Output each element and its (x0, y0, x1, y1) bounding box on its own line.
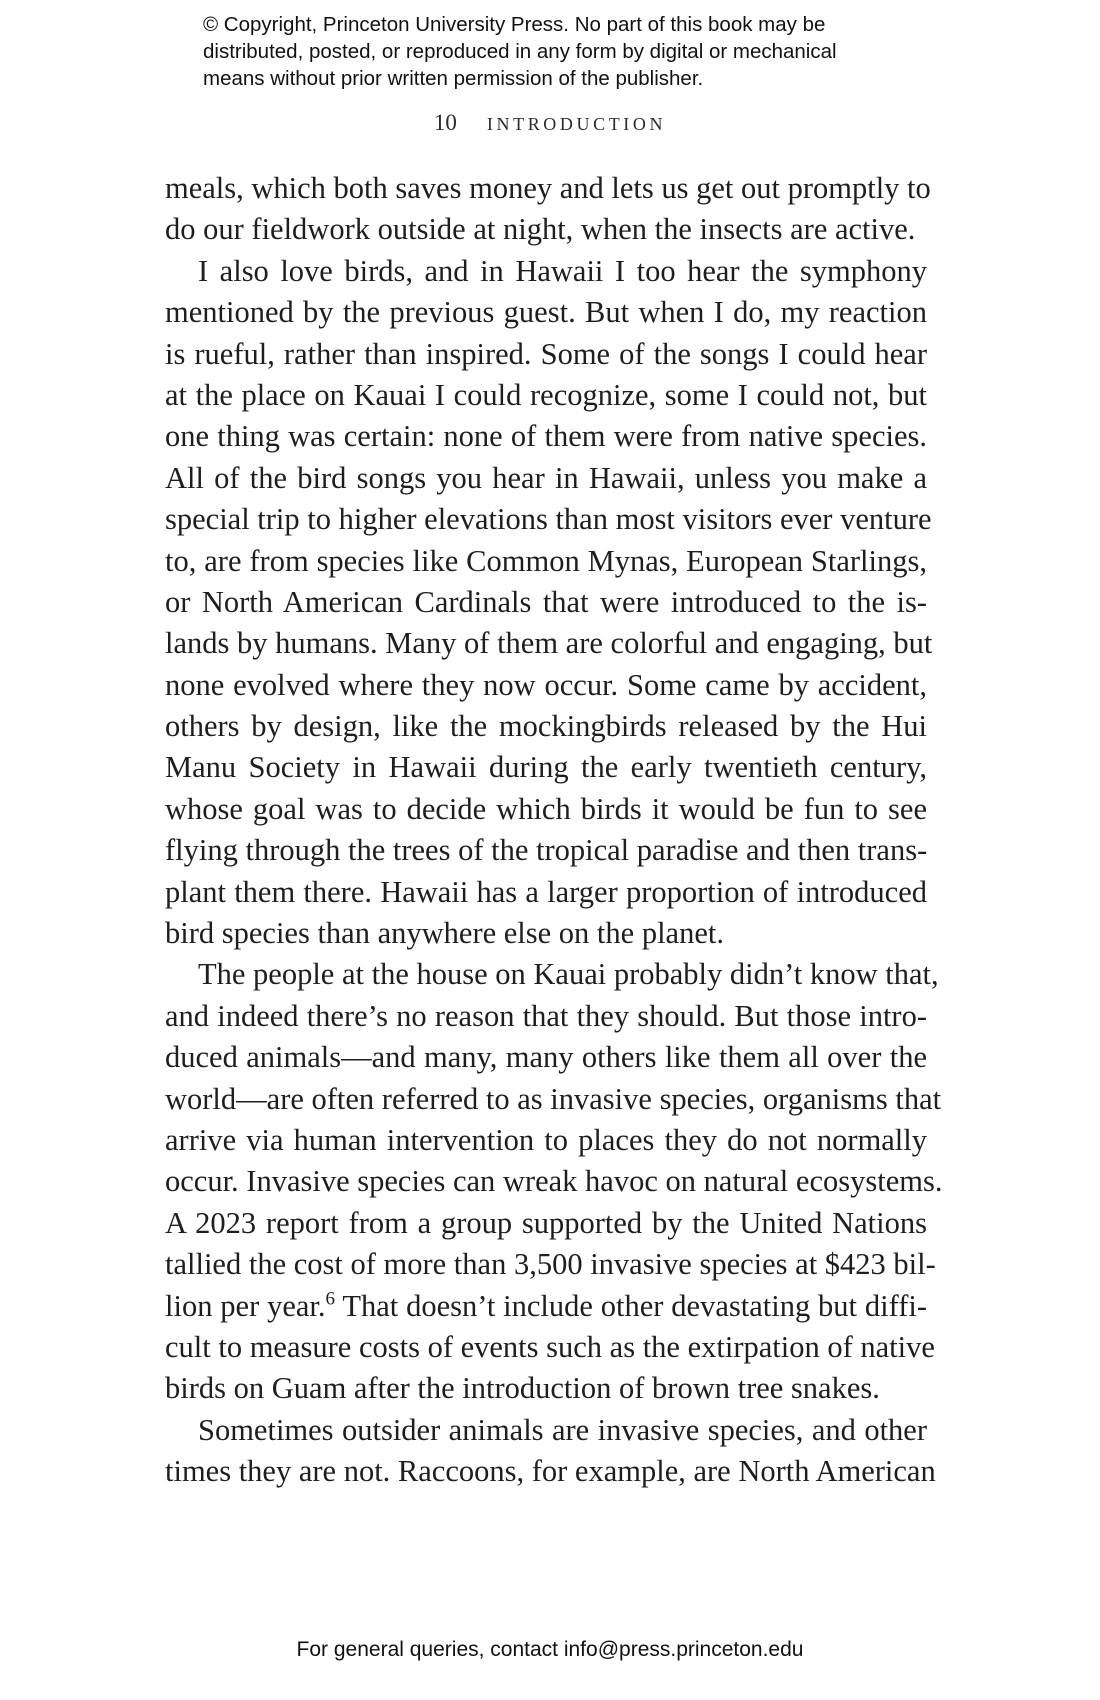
running-head (0, 110, 1100, 136)
text-line: birds on Guam after the introduction of brown tree snakes. (165, 1371, 880, 1406)
body-text (165, 168, 943, 1493)
text-line: tallied the cost of more than 3,500 invasive species at $423 bil- (165, 1247, 936, 1282)
page-number: 10 (433, 110, 457, 135)
text-line: do our fieldwork outside at night, when the insects are active. (165, 212, 916, 247)
text-line: arrive via human intervention to places they do not normally (165, 1122, 927, 1157)
section-title: INTRODUCTION (486, 114, 667, 134)
text-line-with-footnote (165, 1286, 927, 1327)
copyright-line: means without prior written permission of the publisher. (203, 67, 704, 90)
text-line: Manu Society in Hawaii during the early twentieth century, (165, 750, 927, 785)
copyright-line: © Copyright, Princeton University Press. No part of this book may be (203, 13, 826, 36)
footnote-reference[interactable]: 6 (325, 1288, 336, 1310)
text-line: or North American Cardinals that were introduced to the is- (165, 584, 927, 619)
text-line: is rueful, rather than inspired. Some of the songs I could hear (165, 336, 927, 371)
footnote-line-after: That doesn’t include other devastating but diffi- (335, 1288, 927, 1323)
text-line: whose goal was to decide which birds it would be fun to see (165, 791, 927, 826)
footnote-line-before: lion per year. (165, 1288, 326, 1323)
text-line: to, are from species like Common Mynas, European Starlings, (165, 543, 927, 578)
text-line: A 2023 report from a group supported by the United Nations (165, 1205, 927, 1240)
text-line: flying through the trees of the tropical paradise and then trans- (165, 833, 928, 868)
text-line: one thing was certain: none of them were from native species. (165, 419, 927, 454)
text-line: duced animals—and many, many others like them all over the (165, 1040, 927, 1075)
text-line: others by design, like the mockingbirds released by the Hui (165, 709, 927, 744)
copyright-notice (203, 11, 923, 92)
text-line: at the place on Kauai I could recognize, some I could not, but (165, 377, 927, 412)
copyright-line: distributed, posted, or reproduced in any form by digital or mechanical (203, 40, 837, 63)
text-line: bird species than anywhere else on the planet. (165, 916, 724, 951)
text-line: and indeed there’s no reason that they should. But those intro- (165, 998, 927, 1033)
text-line: meals, which both saves money and lets us get out promptly to (165, 171, 931, 205)
text-line: times they are not. Raccoons, for example, are North American (165, 1454, 936, 1489)
text-line: occur. Invasive species can wreak havoc on natural ecosystems. (165, 1164, 943, 1199)
text-line: The people at the house on Kauai probably didn’t know that, (198, 957, 939, 992)
text-line: special trip to higher elevations than most visitors ever venture (165, 502, 932, 537)
text-line: lands by humans. Many of them are colorful and engaging, but (165, 626, 933, 661)
text-line: world—are often referred to as invasive species, organisms that (165, 1081, 942, 1116)
text-line: I also love birds, and in Hawaii I too hear the symphony (198, 253, 927, 288)
text-line: none evolved where they now occur. Some came by accident, (165, 667, 927, 702)
text-line: cult to measure costs of events such as the extirpation of native (165, 1329, 935, 1364)
text-line: plant them there. Hawaii has a larger proportion of introduced (165, 874, 927, 909)
text-line: mentioned by the previous guest. But when I do, my reaction (165, 295, 927, 330)
text-line: All of the bird songs you hear in Hawaii, unless you make a (165, 460, 927, 495)
footer-contact: For general queries, contact info@press.princeton.edu (296, 1638, 804, 1661)
text-line: Sometimes outsider animals are invasive species, and other (198, 1412, 927, 1447)
